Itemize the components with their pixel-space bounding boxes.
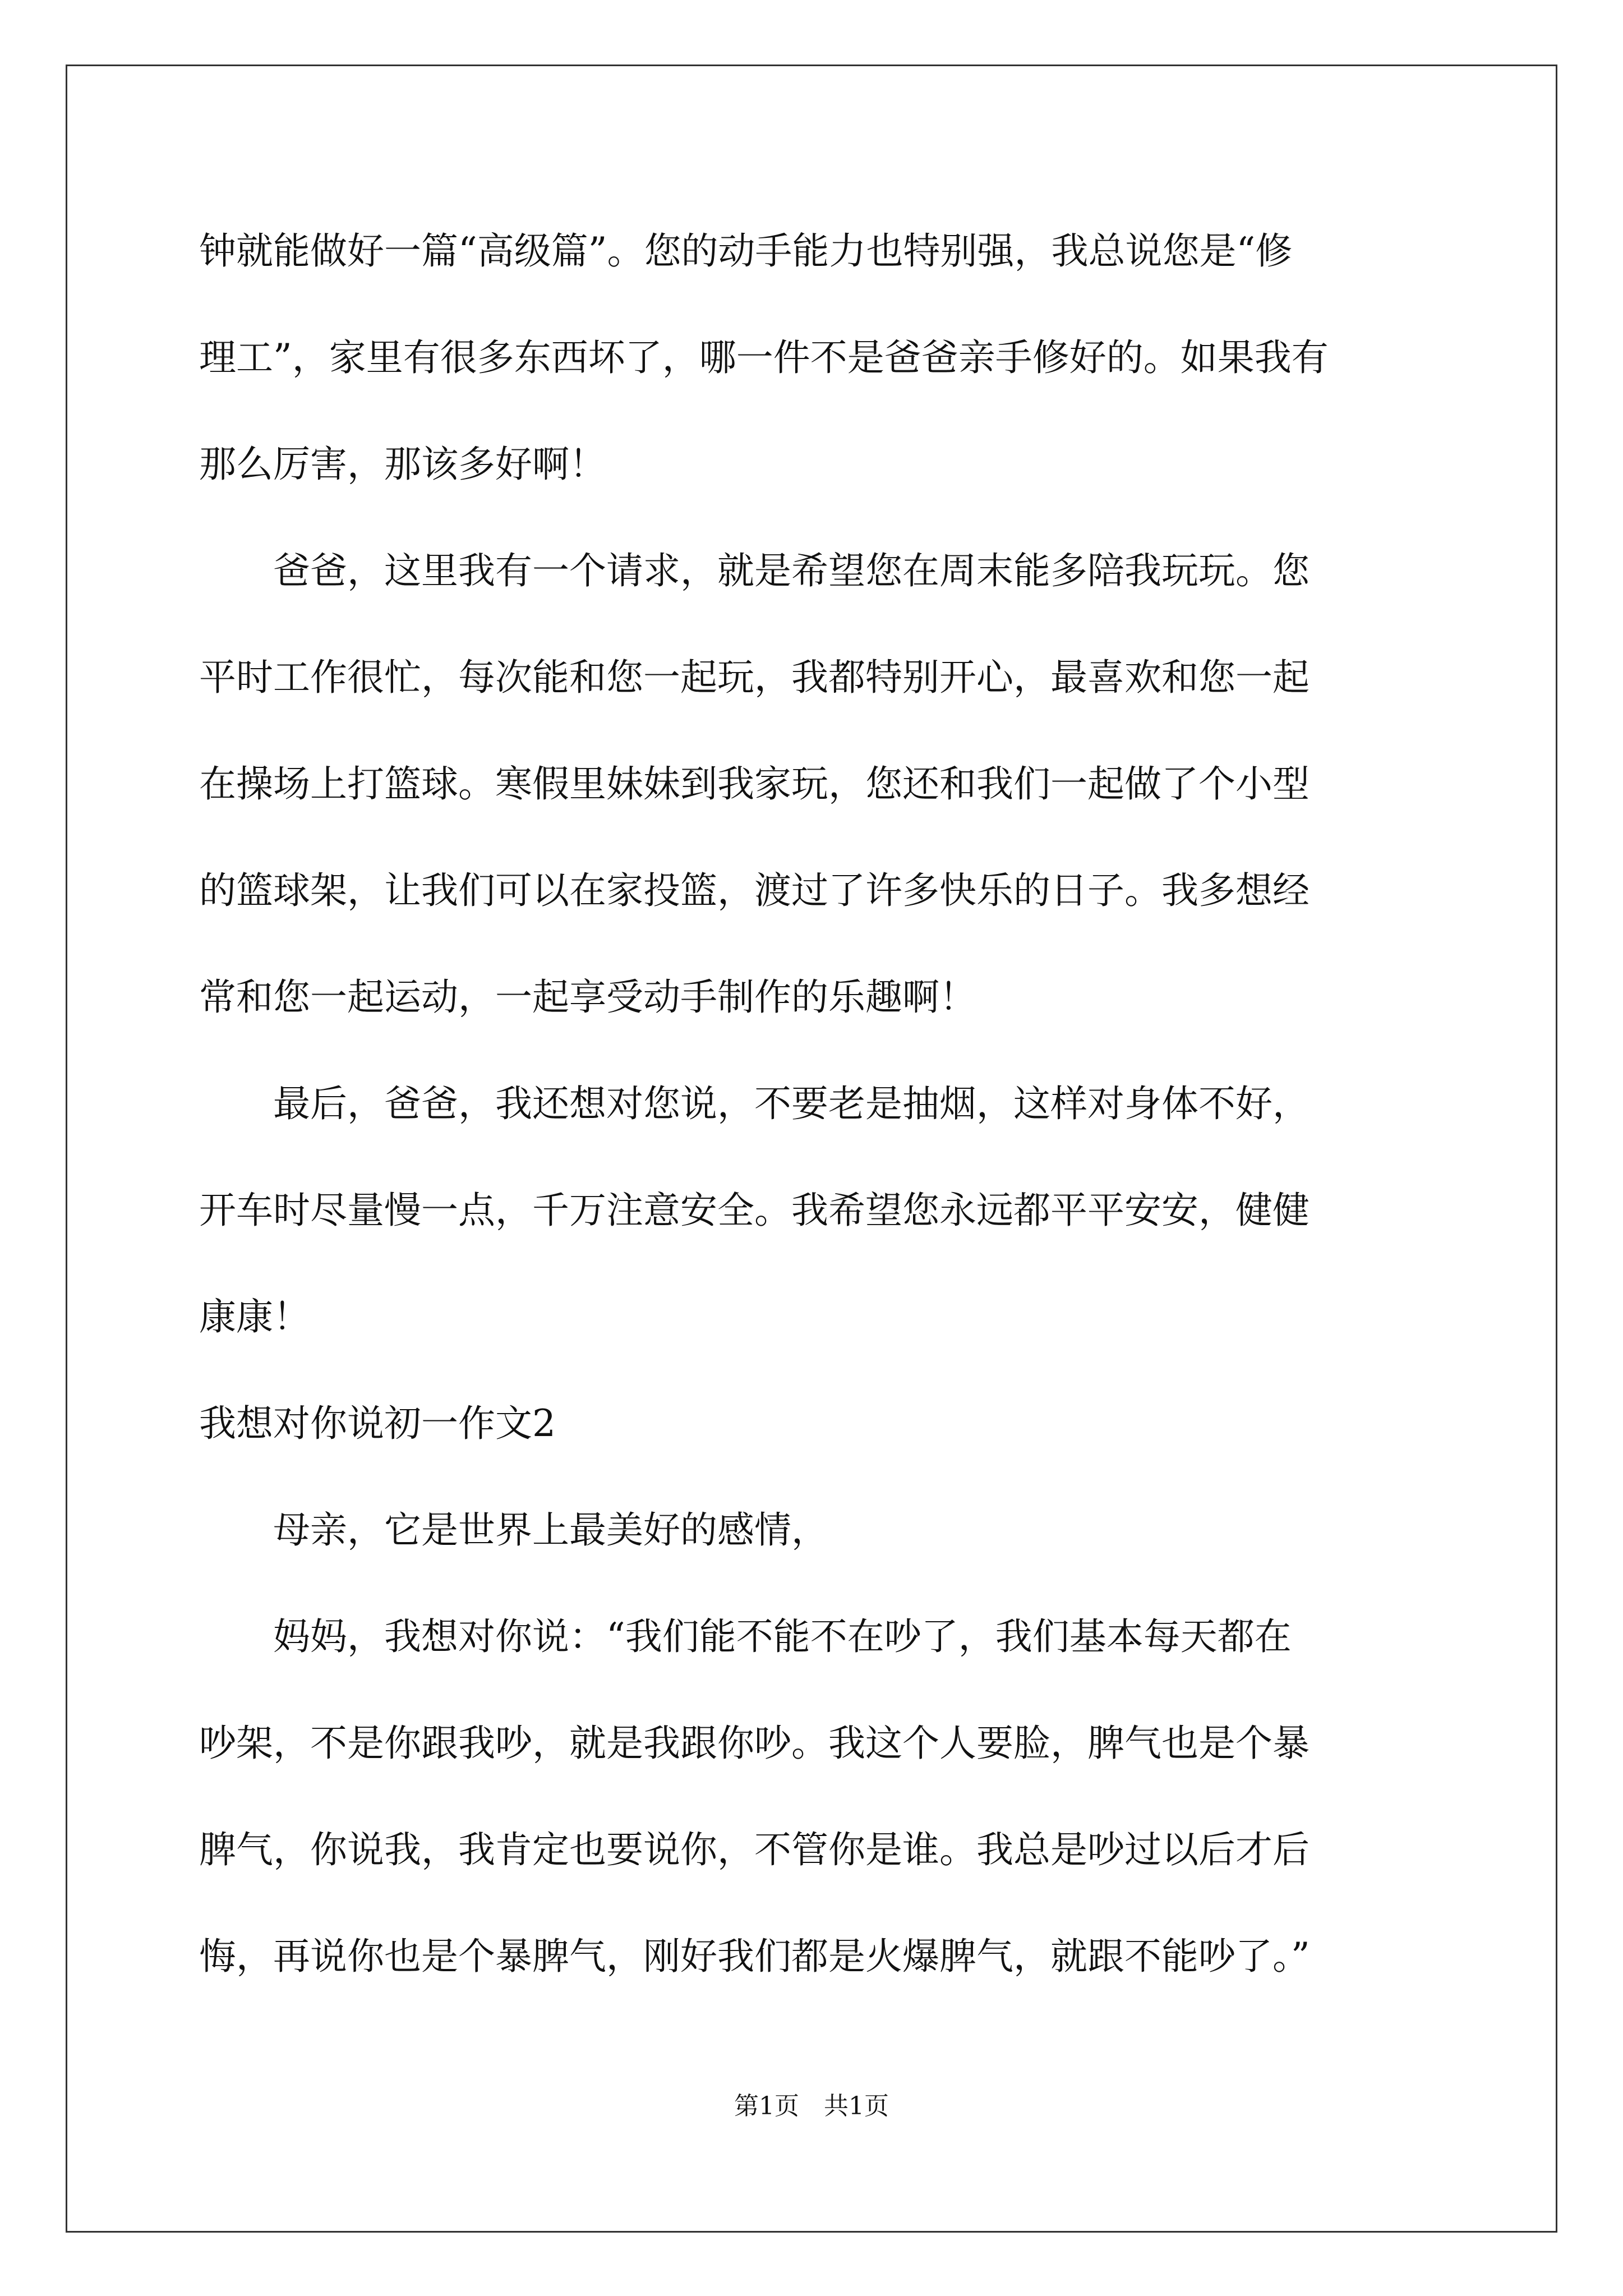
body-line: 平时工作很忙，每次能和您一起玩，我都特别开心，最喜欢和您一起	[199, 656, 1310, 699]
body-line: 母亲，它是世界上最美好的感情，	[199, 1508, 828, 1552]
body-line: 最后，爸爸，我还想对您说，不要老是抽烟，这样对身体不好，	[199, 1082, 1310, 1125]
body-line: 脾气，你说我，我肯定也要说你，不管你是谁。我总是吵过以后才后	[199, 1828, 1310, 1871]
body-line: 妈妈，我想对你说：“我们能不能不在吵了，我们基本每天都在	[199, 1615, 1292, 1658]
page-footer: 第1页 共1页	[734, 2092, 889, 2120]
body-line: 开车时尽量慢一点，千万注意安全。我希望您永远都平平安安，健健	[199, 1189, 1310, 1232]
body-line: 钟就能做好一篇“高级篇”。您的动手能力也特别强，我总说您是“修	[199, 229, 1293, 273]
body-line: 在操场上打篮球。寒假里妹妹到我家玩，您还和我们一起做了个小型	[199, 762, 1310, 806]
body-line: 常和您一起运动，一起享受动手制作的乐趣啊！	[199, 976, 976, 1019]
body-line: 爸爸，这里我有一个请求，就是希望您在周末能多陪我玩玩。您	[199, 549, 1310, 592]
body-line: 那么厉害，那该多好啊！	[199, 443, 606, 486]
body-line: 悔，再说你也是个暴脾气，刚好我们都是火爆脾气，就跟不能吵了。”	[199, 1935, 1310, 1978]
page-border	[66, 65, 1557, 2233]
body-line: 康康！	[199, 1295, 310, 1338]
section-heading: 我想对你说初一作文2	[199, 1402, 556, 1445]
body-line: 理工”，家里有很多东西坏了，哪一件不是爸爸亲手修好的。如果我有	[199, 336, 1329, 379]
body-line: 吵架，不是你跟我吵，就是我跟你吵。我这个人要脸，脾气也是个暴	[199, 1722, 1310, 1765]
body-line: 的篮球架，让我们可以在家投篮，渡过了许多快乐的日子。我多想经	[199, 869, 1310, 912]
